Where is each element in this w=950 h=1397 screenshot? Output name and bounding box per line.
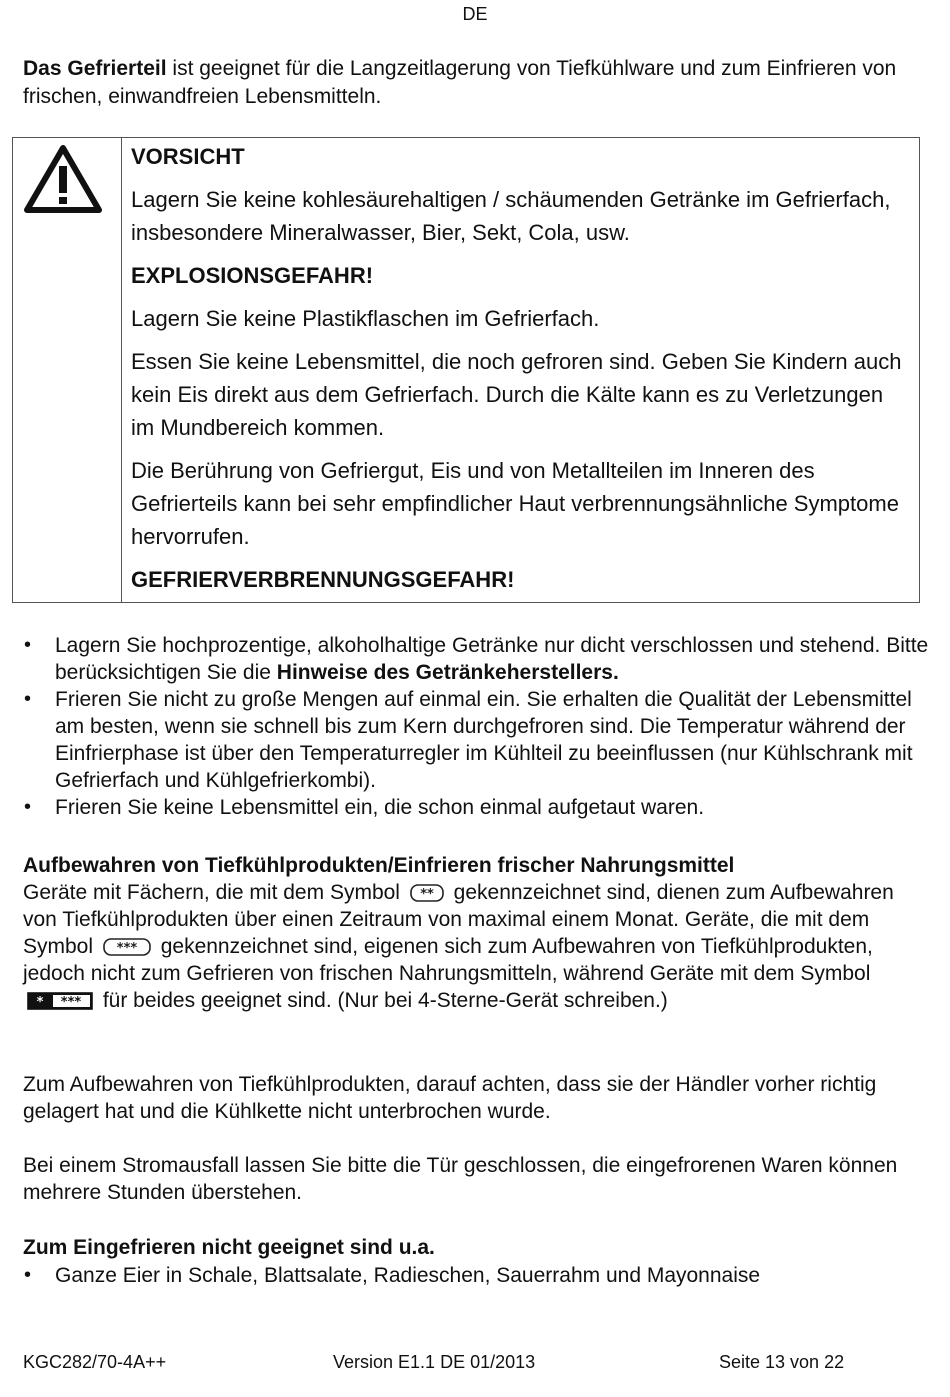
warning-p1: Lagern Sie keine kohlesäurehaltigen / schäumenden Getränke im Gefrierfach, insbesondere Mineralwasser, Bier, Sekt, Cola, usw. bbox=[131, 187, 891, 245]
storage-t4: für beides geeignet sind. (Nur bei 4-Sterne-Gerät schreiben.) bbox=[102, 989, 668, 1012]
unsuitable-heading: Zum Eingefrieren nicht geeignet sind u.a. bbox=[23, 1236, 435, 1259]
footer-page: Seite 13 von 22 bbox=[719, 1352, 845, 1372]
three-star-symbol-icon bbox=[103, 938, 151, 956]
warning-icon-cell bbox=[13, 138, 122, 602]
warning-title: VORSICHT bbox=[131, 144, 245, 169]
svg-text:**: ** bbox=[420, 887, 434, 903]
storage-t1: Geräte mit Fächern, die mit dem Symbol bbox=[23, 881, 400, 904]
warning-freezeburn: GEFRIERVERBRENNUNGSGEFAHR! bbox=[131, 567, 515, 592]
svg-text:***: *** bbox=[116, 941, 138, 957]
warning-text bbox=[131, 138, 911, 606]
warning-p3: Essen Sie keine Lebensmittel, die noch gefroren sind. Geben Sie Kindern auch kein Eis direkt aus dem Gefrierfach. Durch die Kälte kann es zu Verletzungen im Mundbereich kommen. bbox=[131, 349, 902, 440]
bullet-list bbox=[23, 632, 933, 821]
warning-triangle-icon bbox=[23, 144, 103, 214]
warning-p2: Lagern Sie keine Plastikflaschen im Gefrierfach. bbox=[131, 306, 600, 331]
intro-paragraph bbox=[23, 55, 923, 111]
list-item: • Frieren Sie nicht zu große Mengen auf einmal ein. Sie erhalten die Qualität der Lebensmittel am besten, wenn sie schnell bis zum Kern durchgefroren sind. Die Temperatur während der Einfrierphase ist über den Temperaturregler im Kühlteil zu beeinflussen (nur Kühlschrank mit Gefrierfach und Kühlgefrierkombi). bbox=[23, 686, 933, 794]
list-item: • Frieren Sie keine Lebensmittel ein, die schon einmal aufgetaut waren. bbox=[23, 794, 933, 821]
bullet1-bold: Hinweise des Getränkeherstellers. bbox=[276, 661, 619, 684]
svg-text:***: *** bbox=[60, 995, 82, 1011]
unsuitable-list bbox=[23, 1262, 933, 1289]
warning-p4: Die Berührung von Gefriergut, Eis und von Metallteilen im Inneren des Gefrierteils kann bei sehr empfindlicher Haut verbrennungsähnliche Symptome hervorrufen. bbox=[131, 458, 899, 549]
svg-text:*: * bbox=[36, 995, 44, 1011]
footer-model: KGC282/70-4A++ bbox=[23, 1352, 167, 1372]
storage-heading: Aufbewahren von Tiefkühlprodukten/Einfrieren frischer Nahrungsmittel bbox=[23, 854, 735, 877]
list-item bbox=[23, 632, 933, 686]
storage-t3: gekennzeichnet sind, eigenen sich zum Aufbewahren von Tiefkühlprodukten, jedoch nicht zum Gefrieren von frischen Nahrungsmitteln, während Geräte mit dem Symbol bbox=[23, 935, 873, 985]
bullet1-text: Lagern Sie hochprozentige, alkoholhaltige Getränke nur dicht verschlossen und stehend. Bitte berücksichtigen Sie die bbox=[55, 634, 929, 684]
intro-text: ist geeignet für die Langzeitlagerung von Tiefkühlware und zum Einfrieren von frischen, einwandfreien Lebensmitteln. bbox=[23, 57, 897, 108]
list-item: • Ganze Eier in Schale, Blattsalate, Radieschen, Sauerrahm und Mayonnaise bbox=[23, 1262, 933, 1289]
storage-section bbox=[23, 852, 933, 1014]
storage-t2: gekennzeichnet sind, dienen zum Aufbewahren von Tiefkühlprodukten über einen Zeitraum von maximal einem Monat. Geräte, die mit dem Symbol bbox=[23, 881, 894, 958]
storage-text bbox=[23, 879, 933, 1014]
two-star-symbol-icon bbox=[410, 884, 444, 902]
footer-version: Version E1.1 DE 01/2013 bbox=[333, 1352, 536, 1372]
para-power-outage: Bei einem Stromausfall lassen Sie bitte die Tür geschlossen, die eingefrorenen Waren können mehrere Stunden überstehen. bbox=[23, 1154, 898, 1204]
warning-box bbox=[12, 137, 920, 603]
unsuitable-section bbox=[23, 1234, 933, 1261]
para-storage-chain: Zum Aufbewahren von Tiefkühlprodukten, darauf achten, dass sie der Händler vorher richtig gelagert hat und die Kühlkette nicht unterbrochen wurde. bbox=[23, 1073, 877, 1123]
intro-bold: Das Gefrierteil bbox=[23, 57, 167, 80]
warning-explosion: EXPLOSIONSGEFAHR! bbox=[131, 263, 374, 288]
four-star-symbol-icon bbox=[27, 992, 93, 1010]
page-language-label: DE bbox=[462, 4, 488, 24]
